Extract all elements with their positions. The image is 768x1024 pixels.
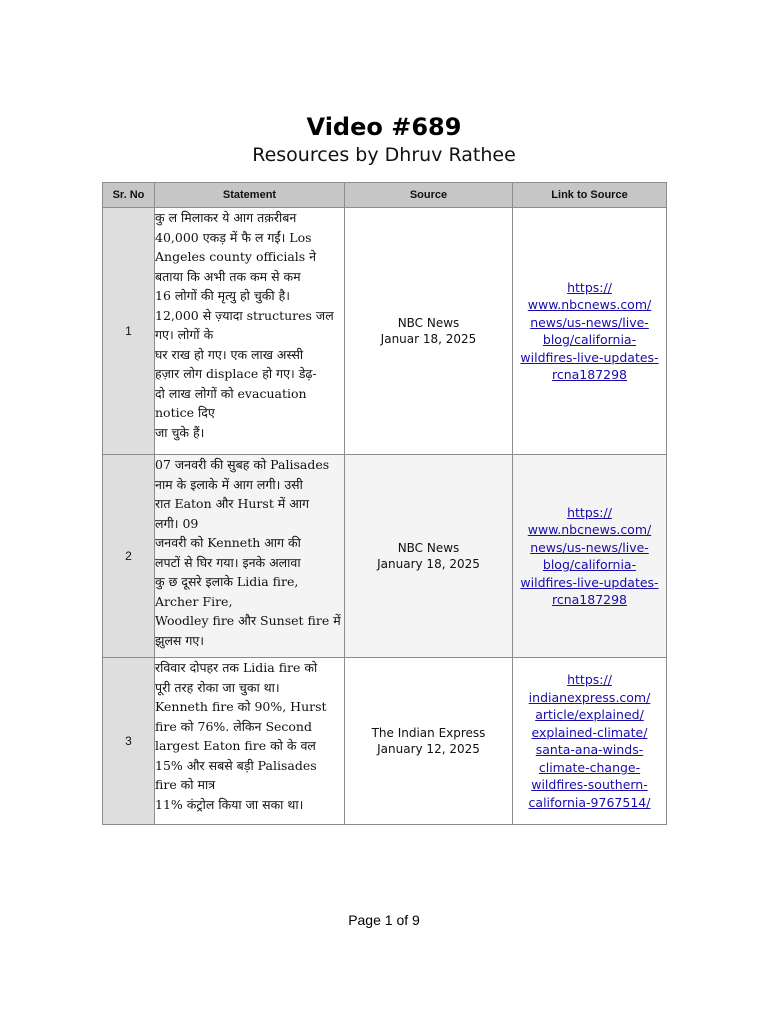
statement-line: गए। लोगों के — [155, 327, 214, 342]
statement-line: दो लाख लोगों को evacuation — [155, 385, 307, 401]
link-line[interactable]: www.nbcnews.com/ — [527, 297, 652, 312]
header-statement: Statement — [155, 183, 345, 208]
page-number: Page 1 of 9 — [348, 912, 420, 928]
statement-line: 07 जनवरी की सुबह को Palisades — [155, 457, 330, 472]
link-line[interactable]: https:// — [567, 504, 612, 520]
statement-line: लगी। 09 — [155, 515, 199, 531]
link-line[interactable]: www.nbcnews.com/ — [527, 522, 652, 537]
link-line[interactable]: https:// — [567, 279, 612, 295]
statement-line: पूरी तरह रोका जा चुका था। — [155, 679, 280, 695]
statement-line: 11% कंट्रोल किया जा सका था। — [155, 796, 304, 812]
row-number: 3 — [103, 658, 155, 825]
header-source: Source — [345, 183, 513, 208]
source-date: Januar 18, 2025 — [380, 332, 477, 346]
link-line[interactable]: wildfires-live-updates- — [520, 574, 659, 590]
statement-line: रविवार दोपहर तक Lidia fire को — [155, 660, 318, 675]
statement-line: जा चुके हैं। — [155, 424, 205, 440]
document-title: Video #689 — [306, 113, 462, 141]
statement-line: लपटों से घिर गया। इनके अलावा — [155, 554, 301, 570]
link-line[interactable]: wildfires-live-updates- — [520, 349, 659, 365]
link-line[interactable]: https:// — [567, 672, 612, 687]
row-number: 1 — [103, 208, 155, 455]
source-name: The Indian Express — [371, 725, 486, 740]
statement-line: Woodley fire और Sunset fire में — [155, 613, 341, 628]
header-sr-no: Sr. No — [103, 183, 155, 208]
source-name: NBC News — [397, 315, 460, 330]
source-cell — [345, 455, 513, 658]
statement-line: झुलस गए। — [155, 632, 205, 648]
statement-line: fire को मात्र — [155, 777, 216, 792]
statement-line: largest Eaton fire को के वल — [155, 738, 316, 753]
link-line[interactable]: article/explained/ — [535, 707, 644, 722]
source-link[interactable] — [513, 208, 667, 455]
source-link[interactable] — [513, 658, 667, 825]
source-cell — [345, 658, 513, 825]
statement-line: रात Eaton और Hurst में आग — [155, 496, 310, 511]
source-date: January 18, 2025 — [377, 557, 480, 571]
statement-line: Kenneth fire को 90%, Hurst — [155, 699, 327, 714]
link-line[interactable]: santa-ana-winds- — [535, 742, 644, 757]
link-line[interactable]: wildfires-southern- — [531, 777, 648, 792]
link-line[interactable]: blog/california- — [542, 332, 637, 347]
statement-line: 16 लोगों की मृत्यु हो चुकी है। — [155, 288, 290, 303]
statement-line: नाम के इलाके में आग लगी। उसी — [155, 476, 303, 492]
table-row — [103, 455, 667, 658]
link-line[interactable]: blog/california- — [542, 557, 637, 572]
resources-table — [102, 182, 667, 825]
source-name: NBC News — [397, 540, 460, 555]
link-line[interactable]: rcna187298 — [551, 367, 628, 382]
link-line[interactable]: indianexpress.com/ — [528, 689, 651, 705]
statement-line: बताया कि अभी तक कम से कम — [155, 268, 301, 284]
statement-line: 15% और सबसे बड़ी Palisades — [155, 757, 317, 773]
source-link[interactable] — [513, 455, 667, 658]
statement-line: 40,000 एकड़ में फै ल गईं। Los — [155, 229, 312, 245]
statement-line: कु छ दूसरे इलाके Lidia fire, — [155, 574, 299, 589]
statement-line: जनवरी को Kenneth आग की — [155, 535, 301, 550]
table-row — [103, 208, 667, 455]
statement-line: Archer Fire, — [155, 593, 233, 609]
source-date: January 12, 2025 — [377, 742, 480, 756]
statement-line: 12,000 से ज़्यादा structures जल — [155, 307, 334, 323]
statement-line: Angeles county officials ने — [155, 249, 317, 264]
header-link-to-source: Link to Source — [513, 183, 667, 208]
link-line[interactable]: climate-change- — [538, 759, 641, 775]
source-cell — [345, 208, 513, 455]
link-line[interactable]: explained-climate/ — [531, 724, 648, 740]
statement-line: घर राख हो गए। एक लाख अस्सी — [155, 346, 304, 362]
row-number: 2 — [103, 455, 155, 658]
statement-cell — [155, 455, 345, 658]
statement-cell — [155, 658, 345, 825]
link-line[interactable]: news/us-news/live- — [530, 314, 649, 330]
statement-line: notice दिए — [155, 405, 215, 420]
table-header-row — [103, 183, 667, 208]
link-line[interactable]: california-9767514/ — [528, 794, 651, 810]
link-line[interactable]: rcna187298 — [551, 592, 628, 607]
statement-line: fire को 76%. लेकिन Second — [155, 718, 312, 734]
document-subtitle: Resources by Dhruv Rathee — [252, 144, 516, 166]
statement-cell — [155, 208, 345, 455]
link-line[interactable]: news/us-news/live- — [530, 539, 649, 555]
table-row — [103, 658, 667, 825]
statement-line: कु ल मिलाकर ये आग तक़रीबन — [155, 210, 297, 225]
statement-line: हज़ार लोग displace हो गए। डेढ़- — [155, 366, 317, 381]
